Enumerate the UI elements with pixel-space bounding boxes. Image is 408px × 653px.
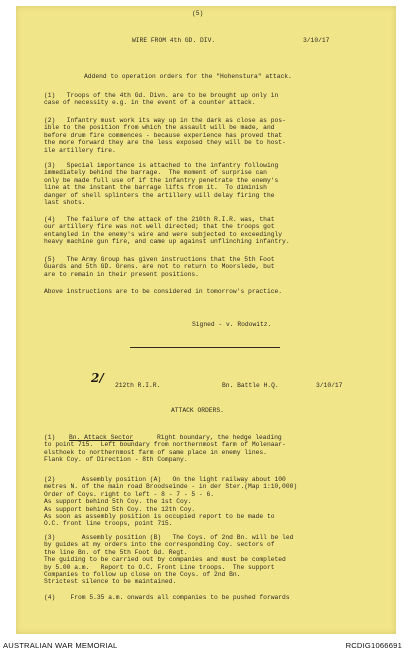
wire-title: WIRE FROM 4th GD. DIV. <box>132 37 216 44</box>
signature-line: Signed - v. Rodowitz. <box>192 321 272 328</box>
order-1-number: (1) <box>44 434 56 441</box>
paragraph-3: (3) Special importance is attached to the infantry following immediately behind the barrage. The moment of surprise can only be made full use of if the infantry penetrate the enemy's line at the instant the barrage lifts from it. To diminish danger of shell splinters the artillery will delay firing the last shots. <box>44 162 279 207</box>
paragraph-2: (2) Infantry must work its way up in the dark as close as pos- ible to the position from which the assault will be made, and before drum fire commences - because experience has proved that the more forward they are the less exposed they will be to host- ile artillery fire. <box>44 117 286 154</box>
regiment-label: 212th R.I.R. <box>115 382 161 389</box>
attack-orders-title: ATTACK ORDERS. <box>171 407 224 414</box>
document-body <box>16 6 396 634</box>
order-1-body: to point 715. Left boundary from northernmost farm of Molenaar- elsthoek to northernmost farm of same place in enemy lines. Flank Coy. of Direction - 8th Company. <box>44 441 286 464</box>
paragraph-4: (4) The failure of the attack of the 210th R.I.R. was, that our artillery fire was not well directed; that the troops got entangled in the enemy's wire and were subjected to exceedingly heavy machine gun fire, and came up against unflinching infantry. <box>44 216 290 246</box>
wire-date: 3/10/17 <box>303 37 330 44</box>
intro-line: Addend to operation orders for the "Hohenstura" attack. <box>84 73 292 80</box>
footer-record-id: RCDIG1066691 <box>345 641 402 650</box>
document-sheet <box>16 6 396 634</box>
closing-line: Above instructions are to be considered in tomorrow's practice. <box>44 288 283 295</box>
order-1-first-line: Right boundary, the hedge leading <box>157 434 282 441</box>
order-2: (2) Assembly position (A) On the light railway about 100 metres N. of the main road Broodseinde - in der Ster.(Map 1:10,000) Order of Coys. right to left - 8 - 7 - 5 - 6. As support behind 5th Coy. the 1st Coy. As support behind 5th Coy. the 12th Coy. As soon as assembly position is occupied report to be made to O.C. front line troops, point 715. <box>44 476 298 528</box>
paragraph-1: (1) Troops of the 4th Gd. Divn. are to be brought up only in case of necessity e.g. in the event of a counter attack. <box>44 92 279 107</box>
archive-footer <box>0 641 408 653</box>
paragraph-5: (5) The Army Group has given instructions that the 5th Foot Guards and 5th GD. Grens. are not to return to Moorslede, but are to remain in their present positions. <box>44 256 275 278</box>
handwritten-number: 2/ <box>91 371 104 385</box>
order-1-heading: Bn. Attack Sector <box>69 434 134 441</box>
separator-rule <box>130 347 280 348</box>
hq-label: Bn. Battle H.Q. <box>222 382 279 389</box>
page-number: (5) <box>192 10 204 17</box>
order-3: (3) Assembly position (B) The Coys. of 2nd Bn. will be led by guides at my orders into the corresponding Coy. sectors of the line Bn. of the 5th Foot Gd. Regt. The guiding to be carried out by companies and must be completed by 5.00 a.m. Report to O.C. Front Line troops. The support Companies to follow up close on the Coys. of 2nd Bn. Strictest silence to be maintained. <box>44 534 294 586</box>
order-4: (4) From 5.35 a.m. onwards all companies to be pushed forwards <box>44 594 290 601</box>
footer-institution: AUSTRALIAN WAR MEMORIAL <box>3 641 118 650</box>
second-date: 3/10/17 <box>316 382 343 389</box>
